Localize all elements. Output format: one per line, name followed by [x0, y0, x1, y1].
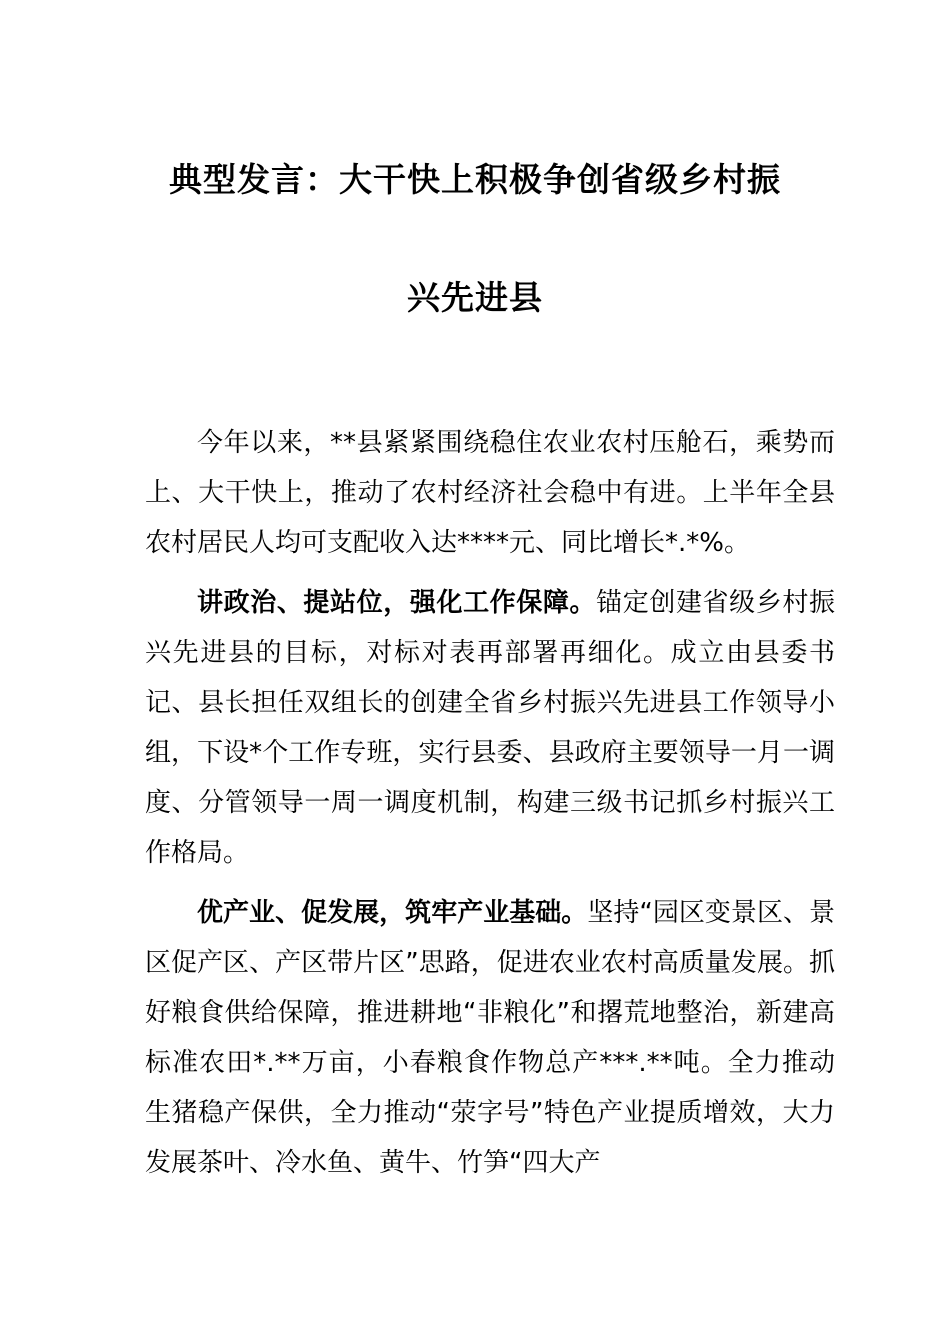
- paragraph-industry-text: 坚持“园区变景区、景区促产区、产区带片区”思路，促进农业农村高质量发展。抓好粮食供给保障，推进耕地“非粮化”和撂荒地整治，新建高标准农田*.**万亩，小春粮食作物总产***.**吨。全力推动生猪稳产保供，全力推动“荥字号”特色产业提质增效，大力发展茶叶、冷水鱼、黄牛、竹笋“四大产: [145, 898, 835, 1178]
- paragraph-intro-text: 今年以来，**县紧紧围绕稳住农业农村压舱石，乘势而上、大干快上，推动了农村经济社会稳中有进。上半年全县农村居民人均可支配收入达****元、同比增长*.*%。: [145, 428, 835, 558]
- paragraph-politics-text: 锚定创建省级乡村振兴先进县的目标，对标对表再部署再细化。成立由县委书记、县长担任双组长的创建全省乡村振兴先进县工作领导小组，下设*个工作专班，实行县委、县政府主要领导一月一调度、分管领导一周一调度机制，构建三级书记抓乡村振兴工作格局。: [145, 588, 835, 868]
- paragraph-industry-lead: 优产业、促发展，筑牢产业基础。: [197, 898, 588, 928]
- paragraph-politics-lead: 讲政治、提站位，强化工作保障。: [197, 588, 597, 618]
- document-title-line-2: 兴先进县: [407, 278, 543, 317]
- paragraph-politics: [145, 578, 835, 878]
- paragraph-intro: [145, 418, 835, 568]
- document-body: [145, 418, 835, 1188]
- paragraph-industry: [145, 888, 835, 1188]
- document-title-line-1: 典型发言：大干快上积极争创省级乡村振: [169, 160, 781, 199]
